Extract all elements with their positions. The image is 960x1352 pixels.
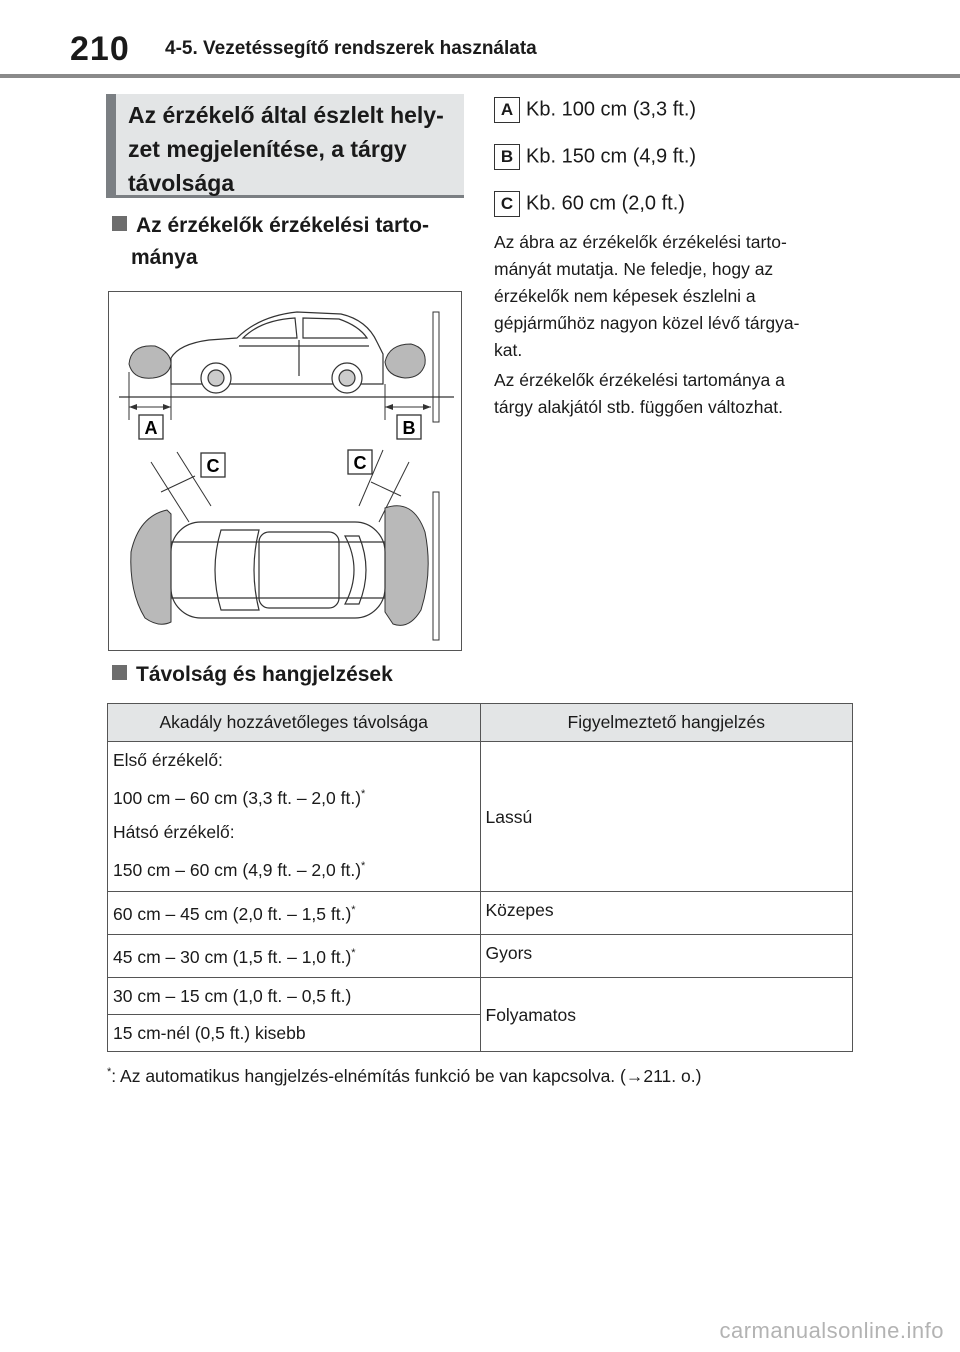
subheading-sensor-range	[112, 210, 429, 274]
legend-item-c	[494, 191, 685, 219]
paragraph-line: Az ábra az érzékelők érzékelési tarto-	[494, 232, 787, 252]
legend-tag-c: C	[494, 191, 520, 217]
subheading-distance-signals	[112, 659, 393, 691]
paragraph-range-note	[494, 229, 854, 364]
table-row	[108, 892, 853, 935]
paragraph-shape-note	[494, 367, 854, 421]
distance-signal-table	[107, 703, 853, 1052]
table-cell-distance: 30 cm – 15 cm (1,0 ft. – 0,5 ft.)	[108, 978, 481, 1015]
square-bullet-icon	[112, 665, 127, 680]
legend-item-b	[494, 144, 696, 172]
table-cell-signal: Lassú	[480, 742, 853, 892]
footnote	[107, 1066, 701, 1087]
table-cell-distance	[108, 935, 481, 978]
square-bullet-icon	[112, 216, 127, 231]
paragraph-line: tárgy alakjától stb. függően változhat.	[494, 397, 783, 417]
legend-tag-a: A	[494, 97, 520, 123]
footnote-text: : Az automatikus hangjelzés-elnémítás funkció be van kapcsolva. (	[111, 1066, 626, 1086]
asterisk-marker: *	[351, 904, 356, 916]
table-header-signal: Figyelmeztető hangjelzés	[480, 704, 853, 742]
subheading-line: Az érzékelők érzékelési tarto-	[136, 214, 429, 237]
section-title-line: Az érzékelő által észlelt hely-	[128, 102, 444, 128]
table-cell-signal: Folyamatos	[480, 978, 853, 1052]
header-divider	[0, 74, 960, 78]
asterisk-marker: *	[361, 788, 366, 800]
legend-text-c: Kb. 60 cm (2,0 ft.)	[526, 192, 685, 215]
table-row	[108, 935, 853, 978]
detection-zone-icon	[129, 346, 171, 378]
paragraph-line: mányát mutatja. Ne feledje, hogy az	[494, 259, 774, 279]
legend-text-b: Kb. 150 cm (4,9 ft.)	[526, 145, 697, 168]
section-title-line: zet megjelenítése, a tárgy	[128, 136, 407, 162]
detection-zone-icon	[131, 510, 171, 624]
asterisk-marker: *	[351, 947, 356, 959]
detection-zone-icon	[385, 344, 425, 378]
legend-text-a: Kb. 100 cm (3,3 ft.)	[526, 98, 697, 121]
table-cell-signal: Gyors	[480, 935, 853, 978]
subheading-text: Távolság és hangjelzések	[136, 663, 393, 686]
sensor-range-figure	[108, 291, 462, 651]
arrow-icon: →	[625, 1066, 644, 1086]
distance-text: 45 cm – 30 cm (1,5 ft. – 1,0 ft.)	[113, 946, 352, 967]
figure-label-c-front: C	[206, 456, 220, 476]
front-sensor-label: Első érzékelő:	[113, 750, 223, 770]
table-cell-distance: 15 cm-nél (0,5 ft.) kisebb	[108, 1015, 481, 1052]
chapter-title: 4-5. Vezetéssegítő rendszerek használata	[165, 38, 537, 59]
car-top-view-icon	[171, 522, 385, 618]
figure-label-a: A	[144, 418, 158, 438]
detection-zone-icon	[385, 506, 428, 626]
paragraph-line: kat.	[494, 340, 523, 360]
rear-sensor-label: Hátsó érzékelő:	[113, 821, 235, 842]
legend-item-a	[494, 97, 696, 125]
page-number: 210	[70, 30, 130, 68]
table-cell-distance	[108, 892, 481, 935]
wall-icon	[433, 492, 439, 640]
table-row	[108, 978, 853, 1015]
legend-tag-b: B	[494, 144, 520, 170]
footnote-marker: *	[107, 1066, 112, 1079]
paragraph-line: gépjárműhöz nagyon közel lévő tárgya-	[494, 313, 800, 333]
wall-icon	[433, 312, 439, 422]
table-header-row	[108, 704, 853, 742]
footnote-ref: 211. o.)	[643, 1066, 702, 1086]
car-sensor-diagram	[109, 292, 461, 650]
table-cell-distance	[108, 742, 481, 892]
section-title-line: távolsága	[128, 170, 235, 196]
car-side-view-icon	[171, 312, 383, 393]
rear-sensor-range: 150 cm – 60 cm (4,9 ft. – 2,0 ft.)	[113, 859, 362, 880]
paragraph-line: érzékelők nem képesek észlelni a	[494, 286, 756, 306]
figure-label-c-rear: C	[353, 453, 367, 473]
section-heading-box	[106, 94, 464, 198]
table-cell-signal: Közepes	[480, 892, 853, 935]
subheading-line: mánya	[131, 246, 198, 269]
table-header-distance: Akadály hozzávetőleges távolsága	[108, 704, 481, 742]
paragraph-line: Az érzékelők érzékelési tartománya a	[494, 370, 785, 390]
table-row	[108, 742, 853, 892]
section-title	[128, 98, 464, 200]
watermark: carmanualsonline.info	[719, 1318, 944, 1343]
figure-label-b: B	[402, 418, 416, 438]
front-sensor-range: 100 cm – 60 cm (3,3 ft. – 2,0 ft.)	[113, 787, 362, 808]
asterisk-marker: *	[361, 859, 366, 872]
distance-text: 60 cm – 45 cm (2,0 ft. – 1,5 ft.)	[113, 903, 352, 924]
